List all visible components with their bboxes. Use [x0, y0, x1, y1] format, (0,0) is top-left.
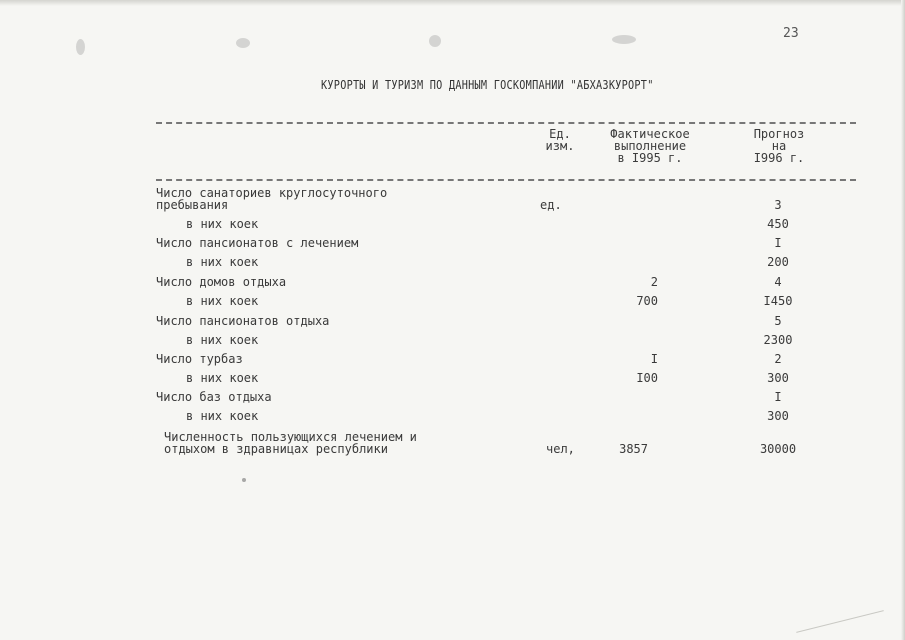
scan-right-edge	[901, 0, 905, 640]
row-label: Число баз отдыха	[156, 390, 272, 404]
column-header-unit: Ед. изм.	[545, 127, 575, 153]
row-label: Число домов отдыха	[156, 275, 287, 289]
ink-dot	[242, 478, 246, 482]
row-forecast: 200	[767, 255, 789, 269]
row-forecast: I	[774, 390, 782, 404]
row-label: Число пансионатов отдыха	[156, 314, 330, 328]
row-actual: 2	[650, 275, 658, 289]
row-label: Число турбаз	[156, 352, 243, 366]
row-forecast: 2300	[763, 333, 793, 347]
column-header-actual: Фактическое выполнение в I995 г.	[610, 127, 690, 165]
page-number: 23	[783, 26, 799, 41]
row-label: в них коек	[186, 371, 259, 385]
row-forecast: 30000	[759, 442, 797, 456]
page-title: КУРОРТЫ И ТУРИЗМ ПО ДАННЫМ ГОСКОМПАНИИ "АБХАЗКУРОРТ"	[321, 78, 654, 92]
row-label: в них коек	[186, 217, 259, 231]
row-forecast: 2	[774, 352, 782, 366]
stamp-smudge	[429, 35, 441, 47]
row-forecast: 450	[767, 217, 789, 231]
row-forecast: 5	[774, 314, 782, 328]
row-label: Число пансионатов с лечением	[156, 236, 359, 250]
stamp-smudge	[612, 35, 636, 44]
row-actual: 700	[636, 294, 658, 308]
row-forecast: 4	[774, 275, 782, 289]
scan-top-edge	[0, 0, 905, 6]
row-label: в них коек	[186, 333, 259, 347]
row-unit: чел,	[546, 442, 575, 456]
table-row	[0, 431, 905, 455]
row-label: в них коек	[186, 409, 259, 423]
row-forecast: I450	[763, 294, 793, 308]
row-actual: 3857	[619, 442, 648, 456]
table-row	[0, 187, 905, 211]
row-label: Численность пользующихся лечением и отдыхом в здравницах республики	[164, 430, 417, 456]
row-label: Число санаториев круглосуточного пребывания	[156, 186, 388, 212]
table-top-rule	[156, 122, 856, 124]
row-label: в них коек	[186, 294, 259, 308]
stamp-smudge	[76, 39, 85, 55]
scan-corner-crease	[796, 610, 884, 633]
row-forecast: 3	[774, 198, 782, 212]
column-header-forecast: Прогноз на I996 г.	[753, 127, 805, 165]
row-forecast: 300	[767, 409, 789, 423]
table-header-rule	[156, 179, 856, 181]
row-forecast: 300	[767, 371, 789, 385]
row-unit: ед.	[540, 198, 562, 212]
row-actual: I00	[636, 371, 658, 385]
row-actual: I	[650, 352, 658, 366]
row-label: в них коек	[186, 255, 259, 269]
row-forecast: I	[774, 236, 782, 250]
stamp-smudge	[236, 38, 250, 48]
